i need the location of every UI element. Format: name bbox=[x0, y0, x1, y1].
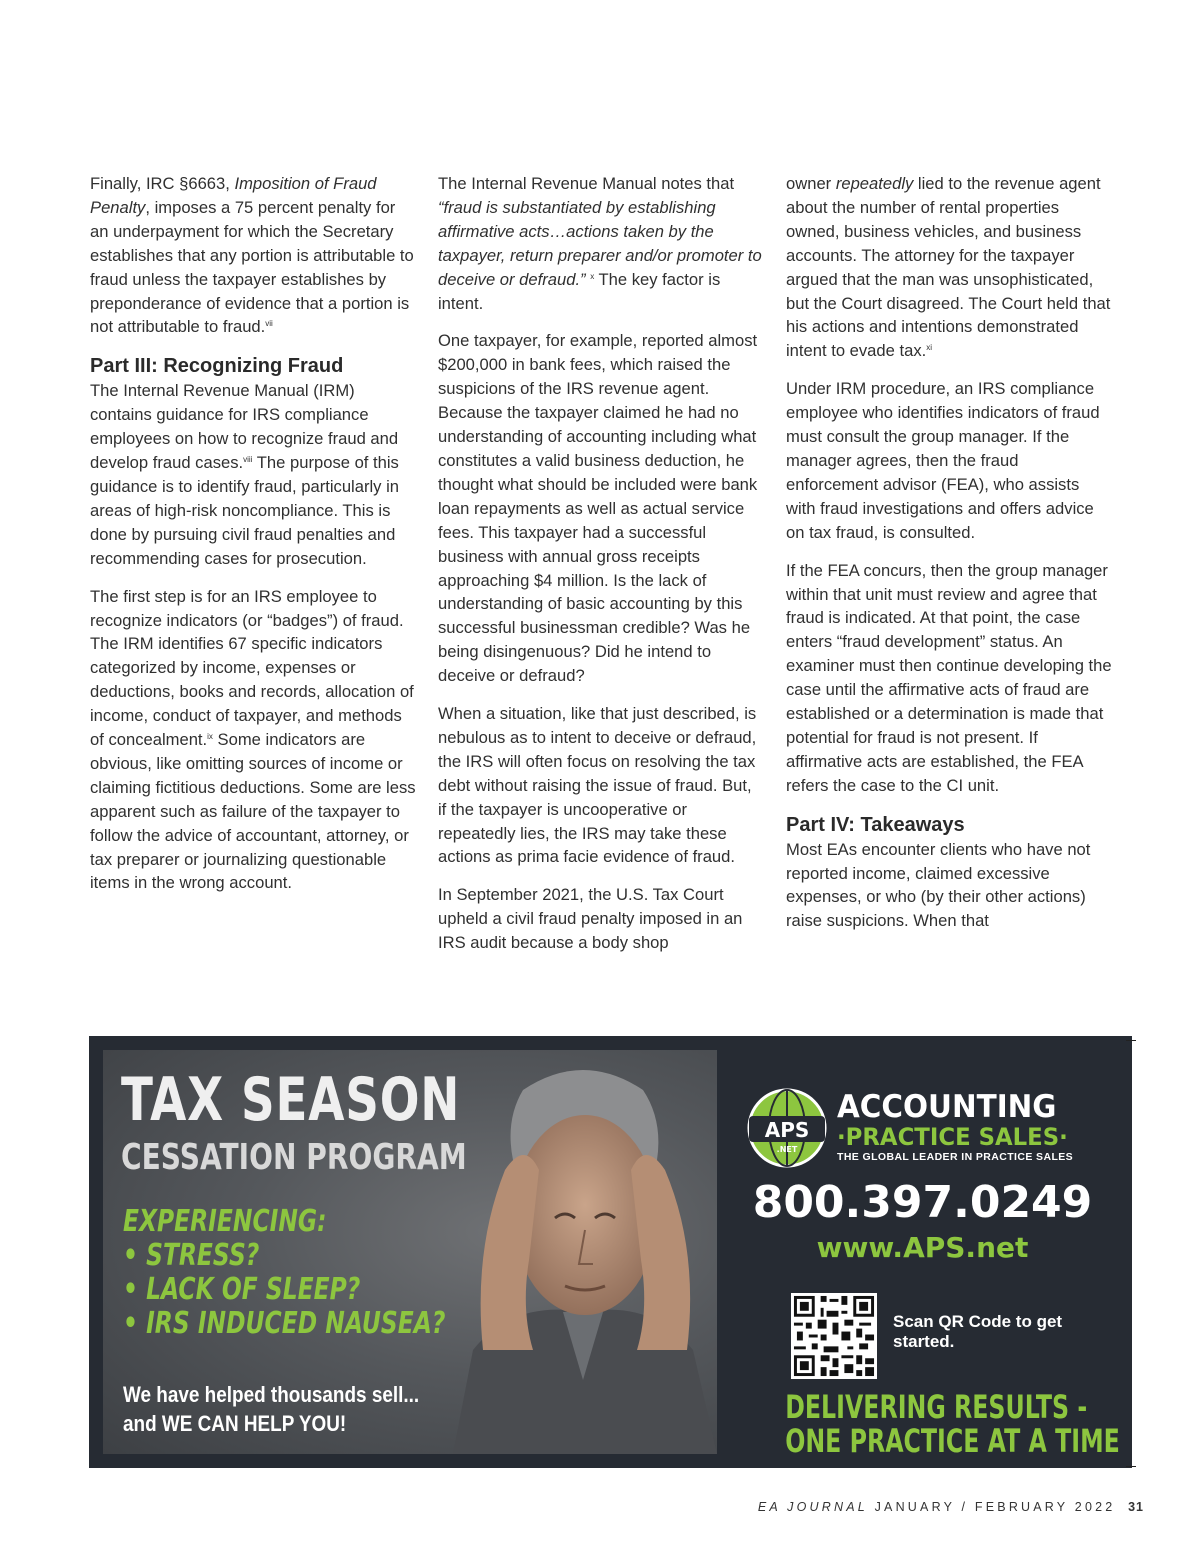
paragraph bbox=[438, 172, 764, 315]
endnote-ref: ix bbox=[207, 732, 213, 742]
qr-code-icon[interactable] bbox=[791, 1293, 877, 1379]
endnote-ref: vii bbox=[265, 319, 273, 329]
endnote-ref: viii bbox=[243, 455, 253, 465]
italic-text: “fraud is substantiated by establishing affirmative acts…actions taken by the taxpayer, return preparer and/or promoter to deceive or defraud.” bbox=[438, 197, 762, 289]
paragraph bbox=[438, 329, 764, 688]
paragraph bbox=[786, 172, 1112, 363]
section-heading: Part III: Recognizing Fraud bbox=[90, 355, 344, 378]
article-column-3 bbox=[786, 172, 1112, 947]
crop-mark bbox=[1126, 1466, 1136, 1467]
text-run: lied to the revenue agent about the number of rental properties owned, business vehicles, and business accounts. The attorney for the taxpayer argued that the man was unsophisticated, but the Court disagreed. The Court held that his actions and intentions demonstrated intent to evade tax. bbox=[786, 174, 1111, 361]
paragraph bbox=[90, 379, 416, 570]
italic-text: repeatedly bbox=[835, 174, 914, 193]
text-run: Most EAs encounter clients who have not reported income, claimed excessive expenses, or who (by their other actions) raise suspicions. When that bbox=[786, 839, 1091, 931]
help-line: We have helped thousands sell... bbox=[123, 1382, 420, 1407]
aps-globe-logo-icon bbox=[745, 1086, 829, 1170]
help-line: and WE CAN HELP YOU! bbox=[123, 1411, 347, 1436]
ad-slogan bbox=[737, 1388, 1120, 1460]
paragraph bbox=[786, 559, 1112, 798]
company-tagline: THE GLOBAL LEADER IN PRACTICE SALES bbox=[837, 1151, 1074, 1163]
section-heading: Part IV: Takeaways bbox=[786, 813, 965, 836]
paragraph bbox=[90, 585, 416, 896]
text-run: The first step is for an IRS employee to recognize indicators (or “badges”) of fraud. The IRM identifies 67 specific indicators categorized by income, expenses or deductions, books and records, allocation of income, conduct of taxpayer, and methods of concealment. bbox=[90, 586, 414, 750]
text-run: In September 2021, the U.S. Tax Court upheld a civil fraud penalty imposed in an IRS audit because a body shop bbox=[438, 885, 743, 953]
page-number: 31 bbox=[1128, 1500, 1144, 1514]
symptom-item: • LACK OF SLEEP? bbox=[123, 1272, 361, 1307]
endnote-ref: x bbox=[590, 271, 595, 281]
slogan-line: ONE PRACTICE AT A TIME bbox=[785, 1422, 1120, 1460]
journal-name: EA JOURNAL bbox=[757, 1500, 868, 1514]
text-run: Under IRM procedure, an IRS compliance employee who identifies indicators of fraud must consult the group manager. If the manager agrees, then the fraud enforcement advisor (FEA), who assists with fraud investigations and offers advice on tax fraud, is consulted. bbox=[786, 379, 1100, 542]
paragraph bbox=[786, 377, 1112, 544]
advertisement[interactable] bbox=[89, 1036, 1132, 1468]
ad-photo-panel bbox=[103, 1050, 717, 1454]
logo-subtext: .NET bbox=[776, 1145, 798, 1154]
company-name: ACCOUNTING bbox=[837, 1089, 1057, 1125]
stressed-man-illustration bbox=[443, 1050, 717, 1454]
text-run: One taxpayer, for example, reported almost $200,000 in bank fees, which raised the suspicions of the IRS revenue agent. Because the taxpayer claimed he had no understanding of accounting including what constitutes a valid business deduction, he thought what should be included were bank loan repayments as well as actual service fees. This taxpayer had a successful business with annual gross receipts approaching $4 million. Is the lack of understanding of basic accounting by this successful businessman credible? Was he being disingenuous? Did he intend to deceive or defraud? bbox=[438, 331, 758, 686]
symptom-heading: EXPERIENCING: bbox=[123, 1204, 327, 1239]
ad-contact-panel bbox=[737, 1050, 1120, 1460]
ad-subtitle: CESSATION PROGRAM bbox=[121, 1137, 467, 1178]
crop-mark bbox=[1126, 1040, 1136, 1041]
text-run: Finally, IRC §6663, bbox=[90, 174, 235, 193]
text-run: Some indicators are obvious, like omitting sources of income or claiming fictitious deductions. Some are less apparent such as failure of the taxpayer to follow the advice of accountant, attorney, or tax preparer or journalizing questionable items in the wrong account. bbox=[90, 730, 416, 893]
ad-title: TAX SEASON bbox=[121, 1065, 461, 1135]
text-run: owner bbox=[786, 174, 836, 193]
text-run: The purpose of this guidance is to identify fraud, particularly in areas of high-risk noncompliance. This is done by pursuing civil fraud penalties and recommending cases for prosecution. bbox=[90, 453, 399, 568]
issue-date: JANUARY / FEBRUARY 2022 bbox=[874, 1500, 1116, 1514]
endnote-ref: xi bbox=[926, 343, 933, 353]
article-column-1 bbox=[90, 172, 416, 909]
symptom-list bbox=[123, 1205, 445, 1341]
slogan-line: DELIVERING RESULTS - bbox=[785, 1388, 1088, 1426]
text-run: The key factor is intent. bbox=[438, 269, 721, 313]
phone-number[interactable]: 800.397.0249 bbox=[752, 1177, 1093, 1228]
paragraph bbox=[438, 702, 764, 869]
ad-help-text bbox=[123, 1380, 419, 1438]
symptom-item: • IRS INDUCED NAUSEA? bbox=[123, 1306, 446, 1341]
paragraph bbox=[90, 172, 416, 339]
article-column-2 bbox=[438, 172, 764, 969]
text-run: The Internal Revenue Manual notes that bbox=[438, 174, 735, 193]
italic-text: Imposition of Fraud Penalty bbox=[90, 174, 377, 217]
paragraph bbox=[786, 838, 1112, 934]
text-run: , imposes a 75 percent penalty for an underpayment for which the Secretary establishes that any portion is attributable to fraud unless the taxpayer establishes by preponderance of evidence that a portion is not attributable to fraud. bbox=[90, 197, 414, 337]
logo-text: APS bbox=[764, 1118, 810, 1142]
page-footer bbox=[758, 1500, 1144, 1514]
company-name-line2: ·PRACTICE SALES· bbox=[837, 1123, 1068, 1151]
paragraph bbox=[438, 883, 764, 955]
text-run: The Internal Revenue Manual (IRM) contains guidance for IRS compliance employees on how to recognize fraud and develop fraud cases. bbox=[90, 381, 399, 473]
symptom-item: • STRESS? bbox=[123, 1238, 260, 1273]
website-link[interactable]: www.APS.net bbox=[816, 1231, 1029, 1264]
text-run: When a situation, like that just described, is nebulous as to intent to deceive or defraud, the IRS will often focus on resolving the tax debt without raising the issue of fraud. But, if the taxpayer is uncooperative or repeatedly lies, the IRS may take these actions as prima facie evidence of fraud. bbox=[438, 704, 757, 867]
qr-instructions: Scan QR Code to get started. bbox=[893, 1312, 1063, 1351]
text-run: If the FEA concurs, then the group manager within that unit must review and agree that fraud is indicated. At that point, the case enters “fraud development” status. An examiner must then continue developing the case until the affirmative acts of fraud are established or a determination is made that potential for fraud is not present. If affirmative acts are established, the FEA refers the case to the CI unit. bbox=[786, 560, 1112, 795]
